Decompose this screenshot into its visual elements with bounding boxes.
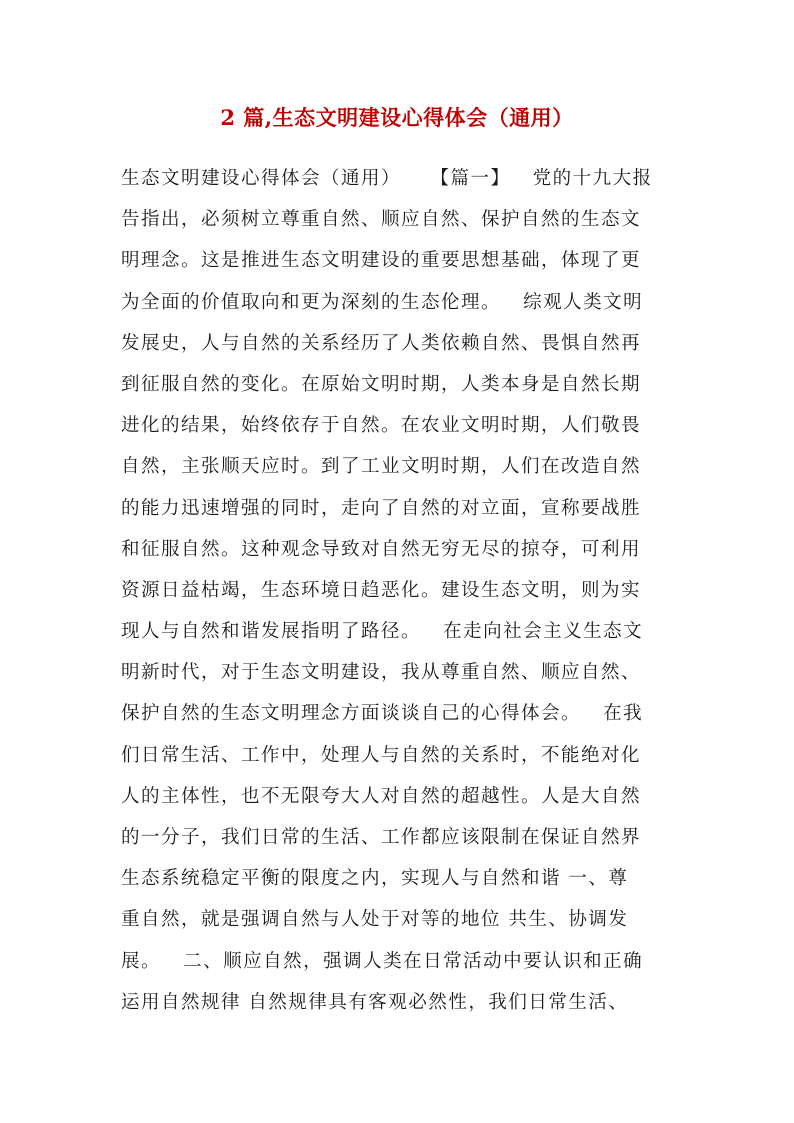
body-line: 重自然，就是强调自然与人处于对等的地位 共生、协调发 xyxy=(121,909,629,931)
document-body xyxy=(121,158,691,1023)
body-line: 们日常生活、工作中，处理人与自然的关系时，不能绝对化 xyxy=(121,744,642,766)
body-line: 为全面的价值取向和更为深刻的生态伦理。 综观人类文明 xyxy=(121,291,644,313)
body-line: 生态系统稳定平衡的限度之内，实现人与自然和谐 一、尊 xyxy=(121,868,629,890)
body-line: 明理念。这是推进生态文明建设的重要思想基础，体现了更 xyxy=(121,250,642,272)
body-line: 的一分子，我们日常的生活、工作都应该限制在保证自然界 xyxy=(121,827,642,848)
body-line: 明新时代，对于生态文明建设，我从尊重自然、顺应自然、 xyxy=(121,662,642,684)
body-line: 告指出，必须树立尊重自然、顺应自然、保护自然的生态文 xyxy=(121,209,642,231)
body-line: 和征服自然。这种观念导致对自然无穷无尽的掠夺，可利用 xyxy=(121,538,642,560)
body-line: 展。 二、顺应自然，强调人类在日常活动中要认识和正确 xyxy=(121,950,644,972)
body-line: 到征服自然的变化。在原始文明时期，人类本身是自然长期 xyxy=(121,373,642,395)
body-line: 资源日益枯竭，生态环境日趋恶化。建设生态文明，则为实 xyxy=(121,579,642,601)
body-line: 生态文明建设心得体会（通用） 【篇一】 党的十九大报 xyxy=(121,168,653,189)
body-line: 保护自然的生态文明理念方面谈谈自己的心得体会。 在我 xyxy=(121,703,644,725)
document-title: 2 篇,生态文明建设心得体会（通用） xyxy=(220,105,574,130)
body-line: 的能力迅速增强的同时，走向了自然的对立面，宣称要战胜 xyxy=(121,497,642,519)
body-line: 运用自然规律 自然规律具有客观必然性，我们日常生活、 xyxy=(121,991,629,1013)
body-line: 现人与自然和谐发展指明了路径。 在走向社会主义生态文 xyxy=(121,621,644,643)
body-line: 自然，主张顺天应时。到了工业文明时期，人们在改造自然 xyxy=(121,456,642,478)
body-line: 进化的结果，始终依存于自然。在农业文明时期，人们敬畏 xyxy=(121,415,642,437)
body-line: 人的主体性，也不无限夸大人对自然的超越性。人是大自然 xyxy=(121,785,642,807)
body-line: 发展史，人与自然的关系经历了人类依赖自然、畏惧自然再 xyxy=(121,332,642,354)
